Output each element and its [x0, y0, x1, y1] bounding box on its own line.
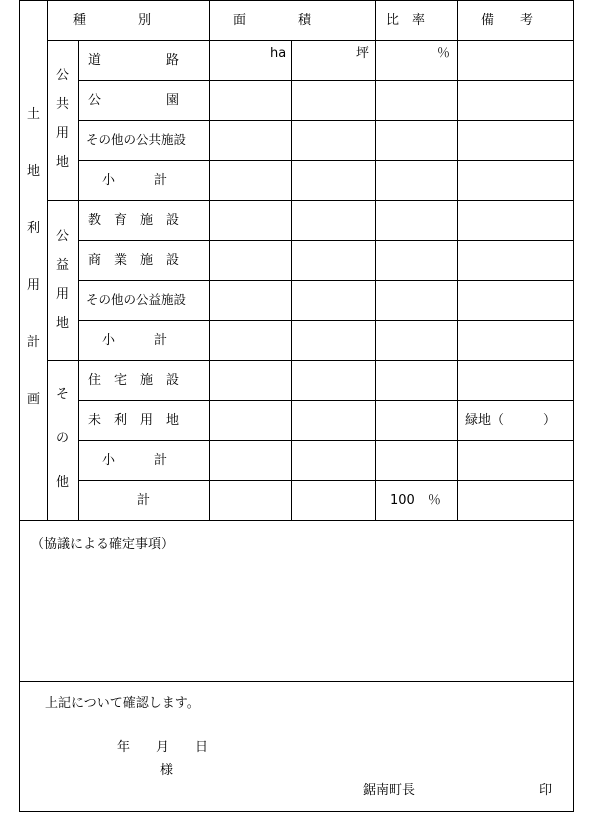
section-line	[19, 681, 574, 682]
row-road: 道 路	[88, 53, 180, 68]
col-line	[457, 0, 458, 520]
row-line	[47, 200, 574, 201]
header-remarks: 備 考	[481, 13, 534, 28]
benefit-land-label: 公 益 用 地	[56, 229, 70, 331]
unit-percent: ％	[437, 46, 451, 61]
row-total: 計	[137, 493, 151, 508]
form-frame	[19, 0, 574, 812]
land-use-plan-label: 土 地 利 用 計 画	[27, 107, 41, 407]
public-land-label: 公 共 用 地	[56, 68, 70, 170]
row-line	[78, 240, 574, 241]
unit-tsubo: 坪	[356, 46, 370, 61]
row-line	[78, 320, 574, 321]
row-line	[78, 400, 574, 401]
row-education: 教 育 施 設	[88, 213, 180, 228]
row-other-public: その他の公共施設	[86, 132, 187, 147]
row-line	[78, 440, 574, 441]
row-line	[47, 360, 574, 361]
col-line	[375, 0, 376, 520]
col-line	[291, 40, 292, 520]
confirm-text: 上記について確認します。	[45, 696, 200, 711]
row-line	[78, 160, 574, 161]
confirm-honorific: 様	[160, 763, 174, 778]
other-land-label: そ の 他	[56, 387, 70, 490]
row-line	[78, 80, 574, 81]
col-line	[78, 40, 79, 520]
total-ratio: 100 ％	[390, 493, 441, 508]
row-commerce: 商 業 施 設	[88, 253, 180, 268]
col-line	[209, 0, 210, 520]
header-ratio: 比 率	[386, 13, 426, 28]
row-unused: 未 利 用 地	[88, 413, 180, 428]
row-line	[78, 280, 574, 281]
header-type: 種 別	[73, 13, 152, 28]
row-line	[78, 480, 574, 481]
header-area: 面 積	[233, 13, 312, 28]
row-subtotal-benefit: 小 計	[102, 333, 168, 348]
confirm-date: 年 月 日	[117, 740, 209, 755]
col-line	[47, 0, 48, 520]
green-note: 緑地（ ）	[465, 413, 557, 428]
section-line	[19, 520, 574, 521]
row-park: 公 園	[88, 93, 180, 108]
discussion-label: （協議による確定事項）	[31, 537, 175, 552]
row-line	[47, 40, 574, 41]
row-subtotal-public: 小 計	[102, 173, 168, 188]
row-subtotal-other: 小 計	[102, 453, 168, 468]
seal-mark: 印	[539, 783, 553, 798]
mayor-title: 鋸南町長	[363, 783, 416, 798]
row-line	[78, 120, 574, 121]
unit-ha: ha	[270, 46, 287, 61]
row-other-benefit: その他の公益施設	[86, 292, 187, 307]
row-housing: 住 宅 施 設	[88, 373, 180, 388]
